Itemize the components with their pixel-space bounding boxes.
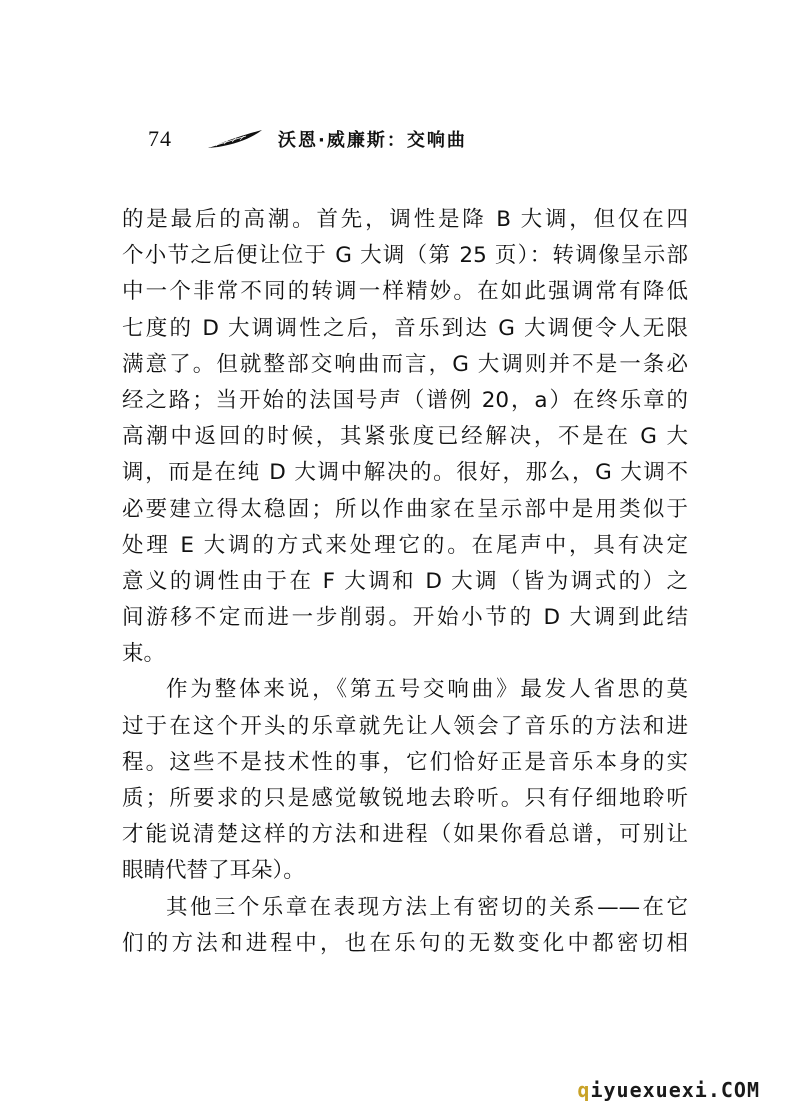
text-line: 作为整体来说，《第五号交响曲》最发人省思的莫 <box>166 677 688 703</box>
text-line: 满意了。但就整部交响曲而言，G 大调则并不是一条必 <box>122 351 688 377</box>
text-line: 其他三个乐章在表现方法上有密切的关系——在它 <box>166 894 688 920</box>
text-line: 们的方法和进程中，也在乐句的无数变化中都密切相 <box>122 930 688 956</box>
page-header <box>148 124 668 160</box>
feather-quill-icon <box>206 128 264 150</box>
text-line: 高潮中返回的时候，其紧张度已经解决，不是在 G 大 <box>122 424 688 450</box>
text-line: 过于在这个开头的乐章就先让人领会了音乐的方法和进 <box>122 713 688 739</box>
text-line: 调，而是在纯 D 大调中解决的。很好，那么，G 大调不 <box>122 460 688 486</box>
text-line: 才能说清楚这样的方法和进程（如果你看总谱，可别让 <box>122 822 688 848</box>
text-line: 七度的 D 大调调性之后，音乐到达 G 大调便令人无限 <box>122 315 688 341</box>
text-line: 程。这些不是技术性的事，它们恰好正是音乐本身的实 <box>122 749 688 775</box>
running-title: 沃恩·威廉斯：交响曲 <box>278 130 467 151</box>
text-line: 眼睛代替了耳朵）。 <box>122 858 305 884</box>
text-line: 间游移不定而进一步削弱。开始小节的 D 大调到此结 <box>122 605 688 631</box>
body-text <box>122 202 688 962</box>
text-line: 个小节之后便让位于 G 大调（第 25 页）：转调像呈示部 <box>122 243 688 269</box>
page-number: 74 <box>148 126 172 151</box>
text-line: 必要建立得太稳固；所以作曲家在呈示部中是用类似于 <box>122 496 688 522</box>
site-watermark <box>577 1078 760 1102</box>
watermark-text: iyuexuexi.COM <box>590 1078 760 1102</box>
watermark-prefix: q <box>577 1078 591 1102</box>
text-line: 质；所要求的只是感觉敏锐地去聆听。只有仔细地聆听 <box>122 786 688 811</box>
text-line: 意义的调性由于在 F 大调和 D 大调（皆为调式的）之 <box>122 568 688 594</box>
text-line: 处理 E 大调的方式来处理它的。在尾声中，具有决定 <box>122 532 688 558</box>
text-line: 经之路；当开始的法国号声（谱例 20，a）在终乐章的 <box>122 387 688 413</box>
text-line: 中一个非常不同的转调一样精妙。在如此强调常有降低 <box>122 279 688 305</box>
text-line: 的是最后的高潮。首先，调性是降 B 大调，但仅在四 <box>122 207 688 232</box>
text-line: 束。 <box>122 641 166 667</box>
